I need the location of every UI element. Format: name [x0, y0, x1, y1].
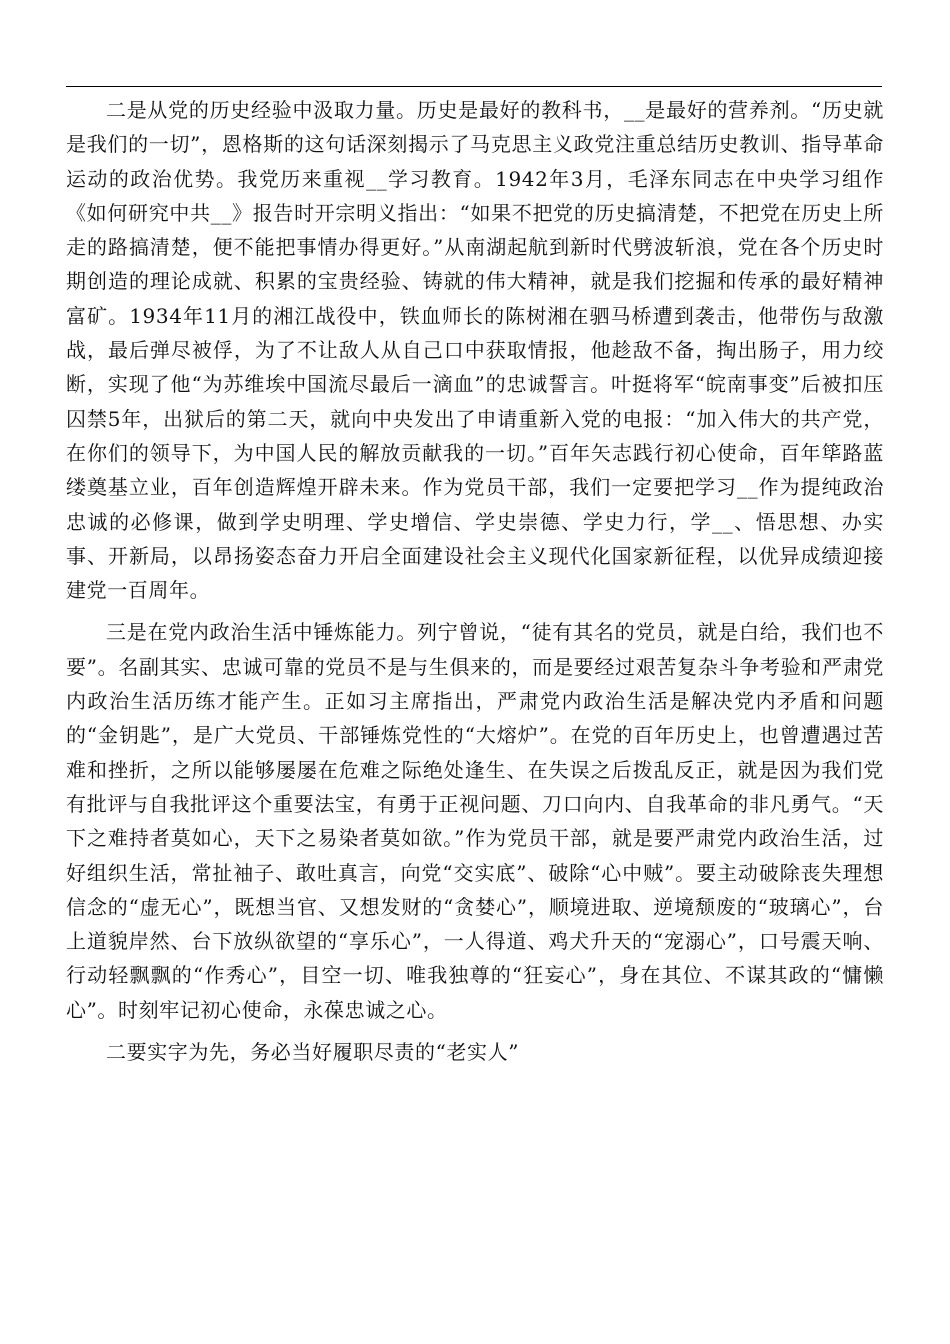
- document-body: [66, 87, 884, 1069]
- section-heading-honest-person: 二要实字为先，务必当好履职尽责的“老实人”: [106, 1040, 520, 1065]
- paragraph-history-lessons: 二是从党的历史经验中汲取力量。历史是最好的教科书，__是最好的营养剂。“历史就是我们的一切”，恩格斯的这句话深刻揭示了马克思主义政党注重总结历史教训、指导革命运动的政治优势。我党历来重视__学习教育。1942年3月，毛泽东同志在中央学习组作《如何研究中共__》报告时开宗明义指出：“如果不把党的历史搞清楚，不把党在历史上所走的路搞清楚，便不能把事情办得更好。”从南湖起航到新时代劈波斩浪，党在各个历史时期创造的理论成就、积累的宝贵经验、铸就的伟大精神，就是我们挖掘和传承的最好精神富矿。1934年11月的湘江战役中，铁血师长的陈树湘在驷马桥遭到袭击，他带伤与敌激战，最后弹尽被俘，为了不让敌人从自己口中获取情报，他趁敌不备，掏出肠子，用力绞断，实现了他“为苏维埃中国流尽最后一滴血”的忠诚誓言。叶挺将军“皖南事变”后被扣压囚禁5年，出狱后的第二天，就向中央发出了申请重新入党的电报：“加入伟大的共产党，在你们的领导下，为中国人民的解放贡献我的一切。”百年矢志践行初心使命，百年筚路蓝缕奠基立业，百年创造辉煌开辟未来。作为党员干部，我们一定要把学习__作为提纯政治忠诚的必修课，做到学史明理、学史增信、学史崇德、学史力行，学__、悟思想、办实事、开新局，以昂扬姿态奋力开启全面建设社会主义现代化国家新征程，以优异成绩迎接建党一百周年。: [66, 98, 884, 603]
- paragraph-political-life: 三是在党内政治生活中锤炼能力。列宁曾说，“徒有其名的党员，就是白给，我们也不要”。名副其实、忠诚可靠的党员不是与生俱来的，而是要经过艰苦复杂斗争考验和严肃党内政治生活历练才能产生。正如习主席指出，严肃党内政治生活是解决党内矛盾和问题的“金钥匙”，是广大党员、干部锤炼党性的“大熔炉”。在党的百年历史上，也曾遭遇过苦难和挫折，之所以能够屡屡在危难之际绝处逢生、在失误之后拨乱反正，就是因为我们党有批评与自我批评这个重要法宝，有勇于正视问题、刀口向内、自我革命的非凡勇气。“天下之难持者莫如心，天下之易染者莫如欲。”作为党员干部，就是要严肃党内政治生活，过好组织生活，常扯袖子、敢吐真言，向党“交实底”、破除“心中贼”。要主动破除丧失理想信念的“虚无心”，既想当官、又想发财的“贪婪心”，顺境进取、逆境颓废的“玻璃心”，台上道貌岸然、台下放纵欲望的“享乐心”，一人得道、鸡犬升天的“宠溺心”，口号震天响、行动轻飘飘的“作秀心”，目空一切、唯我独尊的“狂妄心”，身在其位、不谋其政的“慵懒心”。时刻牢记初心使命，永葆忠诚之心。: [66, 620, 884, 1022]
- document-page: [66, 86, 884, 1077]
